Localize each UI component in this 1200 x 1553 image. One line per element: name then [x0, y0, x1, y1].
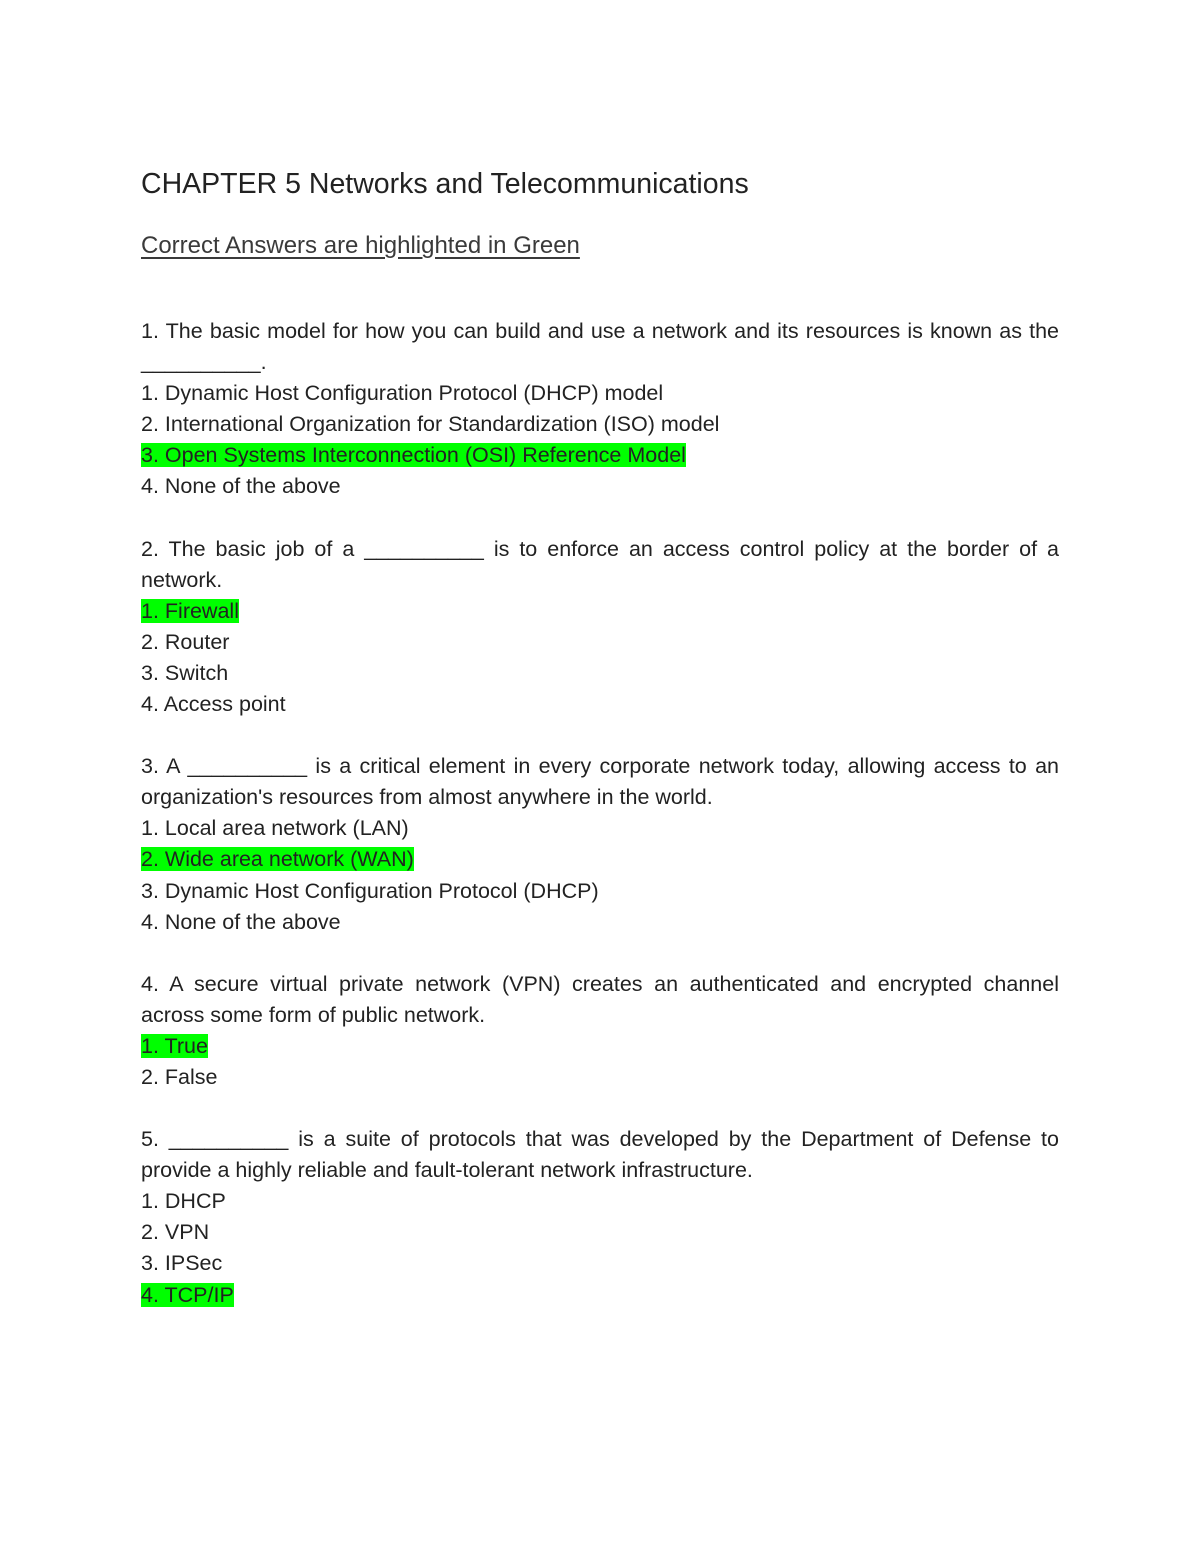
question-stem: 3. A __________ is a critical element in every corporate network today, allowing access to an organization's resources from almost anywhere in the world. — [141, 754, 1059, 810]
answer-option-correct: 3. Open Systems Interconnection (OSI) Reference Model — [141, 443, 686, 468]
question-5 — [141, 1124, 1059, 1311]
question-stem: 4. A secure virtual private network (VPN) creates an authenticated and encrypted channel across some form of public network. — [141, 971, 1059, 1027]
answer-option: 2. International Organization for Standardization (ISO) model — [141, 412, 720, 437]
answer-option: 3. Dynamic Host Configuration Protocol (DHCP) — [141, 878, 599, 903]
question-stem: 1. The basic model for how you can build and use a network and its resources is known as the __________. — [141, 319, 1059, 375]
answer-option: 4. None of the above — [141, 909, 341, 934]
question-2 — [141, 534, 1059, 721]
question-4 — [141, 969, 1059, 1093]
answer-option: 4. Access point — [141, 692, 286, 717]
answer-option-correct: 1. Firewall — [141, 598, 239, 623]
answer-option: 3. Switch — [141, 660, 229, 685]
answer-option: 4. None of the above — [141, 474, 341, 499]
question-1 — [141, 316, 1059, 503]
answer-option: 1. DHCP — [141, 1189, 226, 1214]
answer-option-correct: 1. True — [141, 1033, 208, 1058]
answer-option: 2. False — [141, 1064, 218, 1089]
answer-option: 2. VPN — [141, 1220, 210, 1245]
question-list — [141, 316, 1059, 1342]
page-subtitle: Correct Answers are highlighted in Green — [141, 232, 580, 259]
answer-option: 2. Router — [141, 629, 230, 654]
question-stem: 5. __________ is a suite of protocols that was developed by the Department of Defense to provide a highly reliable and fault-tolerant network infrastructure. — [141, 1127, 1059, 1183]
answer-option-correct: 2. Wide area network (WAN) — [141, 847, 414, 872]
question-3 — [141, 751, 1059, 938]
answer-option: 1. Dynamic Host Configuration Protocol (DHCP) model — [141, 381, 664, 406]
answer-option-correct: 4. TCP/IP — [141, 1282, 234, 1307]
question-stem: 2. The basic job of a __________ is to enforce an access control policy at the border of a network. — [141, 536, 1059, 592]
answer-option: 1. Local area network (LAN) — [141, 816, 409, 841]
answer-option: 3. IPSec — [141, 1251, 223, 1276]
page-title: CHAPTER 5 Networks and Telecommunications — [141, 168, 749, 200]
